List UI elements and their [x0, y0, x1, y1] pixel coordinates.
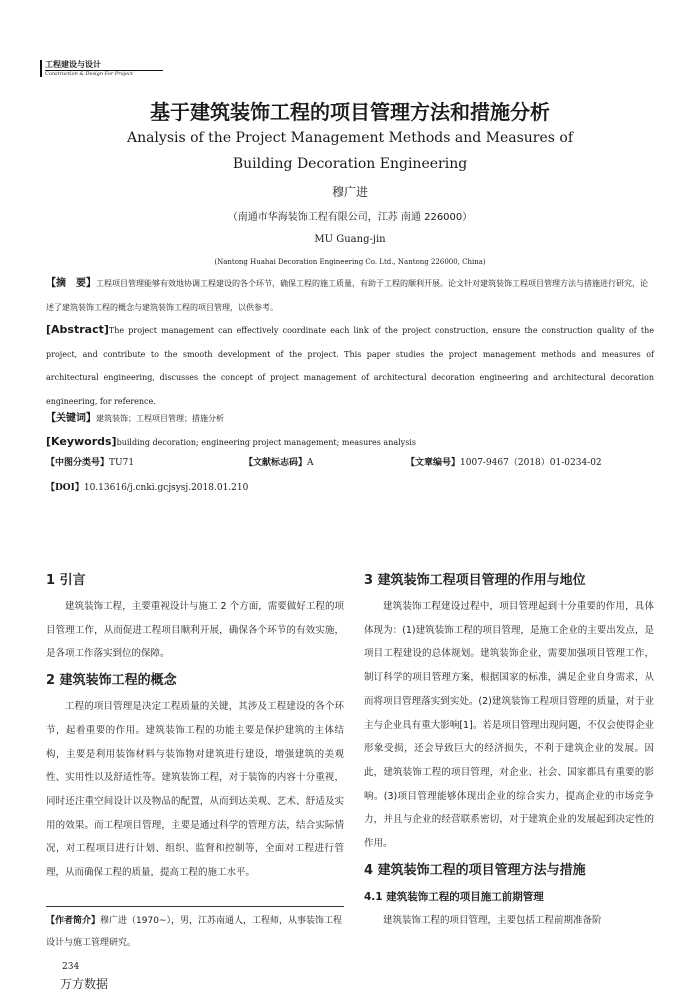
journal-name-cn: 工程建设与设计	[45, 60, 101, 69]
article-number	[406, 454, 602, 472]
section-3-paragraph: 建筑装饰工程建设过程中，项目管理起到十分重要的作用，具体体现为：(1)建筑装饰工程的项目管理，是施工企业的主要出发点，是项目工程建设的总体规划。建筑装饰企业，需要加强项目管理工作，制订科学的项目管理方案，根据国家的标准，满足企业自身需求，从而将项目管理落实到实处。(2)建筑装饰工程项目管理的质量，对于业主与企业具有重大影响[1]。若是项目管理出现问题，不仅会使得企业形象受损，还会导致巨大的经济损失，不利于建筑企业的发展。因此，建筑装饰工程的项目管理，对企业、社会、国家都具有重要的影响。(3)项目管理能够体现出企业的综合实力，提高企业的市场竞争力，并且与企业的经营联系密切，对于建筑企业的发展起到决定性的作用。	[364, 601, 654, 850]
section-2-paragraph: 工程的项目管理是决定工程质量的关键，其涉及工程建设的各个环节，起着重要的作用。建筑装饰工程的功能主要是保护建筑的主体结构，主要是利用装饰材料与装饰物对建筑进行建设，增强建筑的美观性、实用性以及舒适性等。建筑装饰工程，对于装饰的内容十分重视，同时还注重空间设计以及物品的配置，从而到达美观、艺术、舒适及实用的效果。而工程项目管理，主要是通过科学的管理方法，结合实际情况，对工程项目进行计划、组织、监督和控制等，全面对工程进行管理，从而确保工程的质量，提高工程的施工水平。	[46, 701, 344, 879]
abstract-cn-text: 工程项目管理能够有效地协调工程建设的各个环节，确保工程的施工质量，有助于工程的顺利开展。论文针对建筑装饰工程项目管理方法与措施进行研究，论述了建筑装饰工程的概念与建筑装饰工程的项目管理，以供参考。	[46, 279, 648, 312]
abstract-en	[46, 318, 654, 413]
left-column	[46, 566, 344, 885]
section-1-heading: 1 引言	[46, 573, 86, 588]
keywords-cn-tag: 【关键词】	[46, 413, 96, 424]
author-note	[46, 906, 344, 954]
doi-line	[46, 477, 654, 501]
title-en-line2: Building Decoration Engineering	[232, 156, 468, 172]
clc-value: TU71	[109, 458, 135, 468]
watermark: 万方数据	[60, 977, 109, 991]
section-3-heading: 3 建筑装饰工程项目管理的作用与地位	[364, 573, 586, 588]
section-4-1-heading: 4.1 建筑装饰工程的项目施工前期管理	[364, 890, 544, 903]
doc-value: A	[307, 458, 314, 468]
author-note-text: 穆广进（1970~），男，江苏南通人，工程师，从事装饰工程设计与施工管理研究。	[46, 916, 342, 948]
article-tag: 【文章编号】	[406, 458, 461, 468]
page-number: 234	[62, 962, 80, 972]
article-value: 1007-9467（2018）01-0234-02	[460, 458, 602, 468]
doi-value: 10.13616/j.cnki.gcjsysj.2018.01.210	[83, 483, 249, 493]
abstract-en-tag: [Abstract]	[46, 323, 109, 336]
journal-header	[40, 60, 163, 77]
right-column	[364, 566, 654, 932]
keywords-en	[46, 430, 654, 455]
clc-tag: 【中图分类号】	[46, 458, 110, 468]
keywords-cn	[46, 407, 654, 431]
journal-name-en: Construction & Design For Project	[45, 70, 163, 77]
doc-tag: 【文献标志码】	[244, 458, 308, 468]
keywords-en-tag: [Keywords]	[46, 435, 117, 448]
section-1-paragraph: 建筑装饰工程，主要重视设计与施工 2 个方面，需要做好工程的项目管理工作，从而促进工程项目顺利开展，确保各个环节的有效实施，是各项工作落实到位的保障。	[46, 601, 344, 660]
keywords-en-text: building decoration; engineering project management; measures analysis	[116, 438, 416, 447]
affiliation-en: (Nantong Huahai Decoration Engineering Co. Ltd., Nantong 226000, China)	[214, 258, 486, 266]
section-4-1-paragraph: 建筑装饰工程的项目管理，主要包括工程前期准备阶	[383, 914, 602, 926]
clc-number	[46, 454, 134, 472]
document-code	[244, 454, 314, 472]
section-2-heading: 2 建筑装饰工程的概念	[46, 673, 177, 689]
abstract-cn-tag: 【摘 要】	[46, 278, 96, 289]
author-note-tag: 【作者简介】	[46, 916, 101, 926]
doi-tag: 【DOI】	[46, 483, 84, 493]
abstract-cn	[46, 272, 654, 319]
section-4-heading: 4 建筑装饰工程的项目管理方法与措施	[364, 862, 586, 878]
title-en-line1: Analysis of the Project Management Methods and Measures of	[126, 130, 574, 146]
author-cn: 穆广进	[331, 185, 368, 199]
abstract-en-text: The project management can effectively coordinate each link of the project construction, ensure the construction quality of the project, and contribute to the smooth development of the project. This paper studies the project management methods and measures of architectural engineering, discusses the concept of project management of architectural decoration engineering and architectural decoration engineering, for reference.	[46, 326, 654, 406]
affiliation-cn: （南通市华海装饰工程有限公司，江苏 南通 226000）	[227, 212, 473, 223]
author-en: MU Guang-jin	[314, 234, 386, 245]
keywords-cn-text: 建筑装饰；工程项目管理；措施分析	[96, 414, 224, 423]
title-cn: 基于建筑装饰工程的项目管理方法和措施分析	[150, 100, 550, 124]
